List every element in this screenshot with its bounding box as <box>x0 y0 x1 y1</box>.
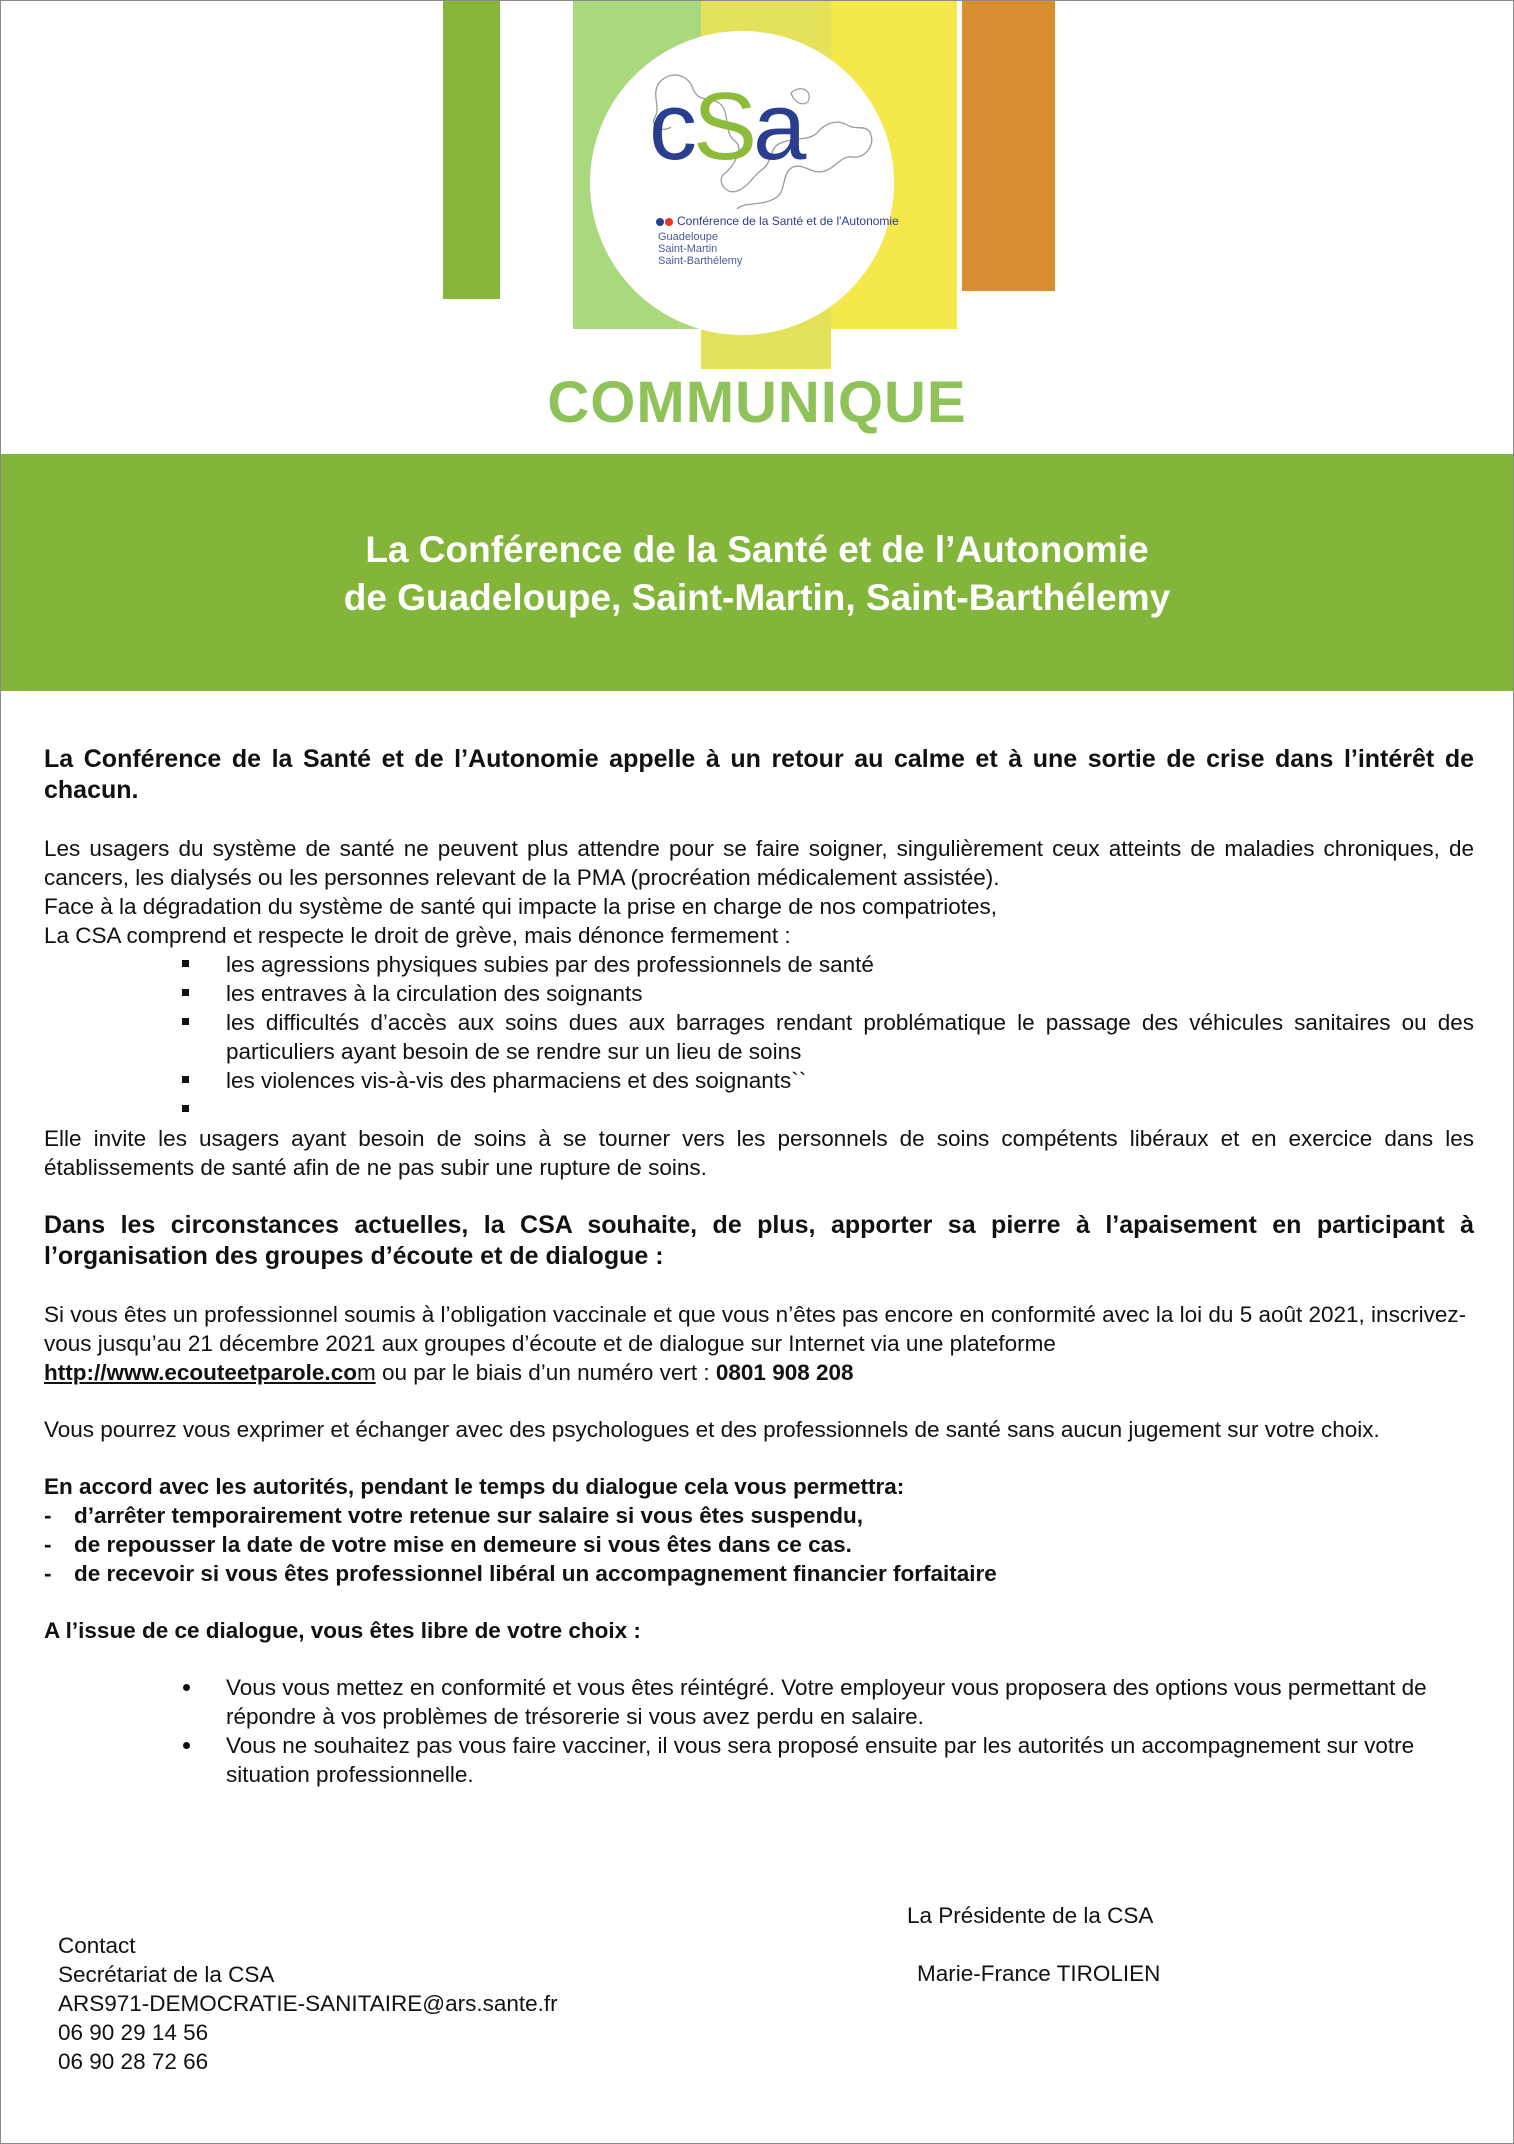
paragraph-register: Si vous êtes un professionnel soumis à l’obligation vaccinale et que vous n’êtes pas encore en conformité avec la loi du 5 août 2021, inscrivez-vous jusqu’au 21 décembre 2021 aux groupes d’écoute et de dialogue sur Internet via une plateforme http://www.ecouteetparole.com ou par le biais d’un numéro vert : 0801 908 208 <box>44 1302 1467 1385</box>
logo-dots-icon <box>656 214 674 228</box>
list-item: Vous ne souhaitez pas vous faire vacciner, il vous sera proposé ensuite par les autorités un accompagnement sur votre situation professionnelle. <box>44 1731 1474 1789</box>
contact-secretariat: Secrétariat de la CSA <box>58 1962 275 1987</box>
headline: La Conférence de la Santé et de l’Autonomie appelle à un retour au calme et à une sortie de crise dans l’intérêt de chacun. <box>44 745 1474 804</box>
main-content <box>44 744 1474 1789</box>
list-item <box>44 1095 1474 1124</box>
green-number: 0801 908 208 <box>715 1360 854 1385</box>
title-banner <box>1 454 1513 691</box>
paragraph-patients: Les usagers du système de santé ne peuvent plus attendre pour se faire soigner, singulièrement ceux atteints de maladies chroniques, de cancers, les dialysés ou les personnes relevant de la PMA (procréation médicalement assistée). <box>44 836 1474 890</box>
list-item: - d’arrêter temporairement votre retenue sur salaire si vous êtes suspendu, <box>44 1501 1474 1530</box>
platform-link[interactable]: http://www.ecouteetparole.co <box>44 1360 357 1385</box>
logo-regions: Guadeloupe Saint-Martin Saint-Barthélemy <box>658 231 743 267</box>
signature-role: La Présidente de la CSA <box>907 1903 1154 1928</box>
list-item: les difficultés d’accès aux soins dues aux barrages rendant problématique le passage des véhicules sanitaires ou des particuliers ayant besoin de se rendre sur un lieu de soins <box>44 1008 1474 1066</box>
agreement-intro: En accord avec les autorités, pendant le temps du dialogue cela vous permettra: <box>44 1474 905 1499</box>
paragraph-express: Vous pourrez vous exprimer et échanger avec des psychologues et des professionnels de santé sans aucun jugement sur votre choix. <box>44 1417 1380 1442</box>
choice-list <box>44 1673 1474 1789</box>
communique-title: COMMUNIQUE <box>547 370 967 435</box>
contact-email[interactable]: ARS971-DEMOCRATIE-SANITAIRE@ars.sante.fr <box>58 1991 558 2016</box>
signature-block <box>907 1901 1160 1988</box>
contact-title: Contact <box>58 1933 136 1958</box>
choice-intro: A l’issue de ce dialogue, vous êtes libre de votre choix : <box>44 1618 641 1643</box>
list-item: les agressions physiques subies par des professionnels de santé <box>44 950 1474 979</box>
list-item: - de recevoir si vous êtes professionnel libéral un accompagnement financier forfaitaire <box>44 1559 1474 1588</box>
paragraph-invite: Elle invite les usagers ayant besoin de soins à se tourner vers les personnels de soins compétents libéraux et en exercice dans les établissements de santé afin de ne pas subir une rupture de soins. <box>44 1126 1474 1180</box>
header-bar-orange <box>962 1 1055 291</box>
contact-phone[interactable]: 06 90 28 72 66 <box>58 2049 209 2074</box>
banner-title: La Conférence de la Santé et de l’Autonomie de Guadeloupe, Saint-Martin, Saint-Barthélemy <box>343 529 1171 618</box>
headline-dialogue: Dans les circonstances actuelles, la CSA souhaite, de plus, apporter sa pierre à l’apaisement en participant à l’organisation des groupes d’écoute et de dialogue : <box>44 1211 1474 1270</box>
logo-wordmark: cSa <box>649 73 803 180</box>
paragraph-strike: La CSA comprend et respecte le droit de grève, mais dénonce fermement : <box>44 923 791 948</box>
logo-subtitle: Conférence de la Santé et de l'Autonomie <box>656 214 899 228</box>
agreement-list <box>44 1501 1474 1588</box>
platform-link-tail[interactable]: m <box>356 1360 376 1385</box>
denounce-list <box>44 950 1474 1124</box>
list-item: les entraves à la circulation des soignants <box>44 979 1474 1008</box>
list-item: les violences vis-à-vis des pharmaciens et des soignants`` <box>44 1066 1474 1095</box>
contact-phone[interactable]: 06 90 29 14 56 <box>58 2020 209 2045</box>
signature-name: Marie-France TIROLIEN <box>917 1961 1161 1986</box>
header-bar-green <box>443 1 500 299</box>
paragraph-degradation: Face à la dégradation du système de santé qui impacte la prise en charge de nos compatriotes, <box>44 894 998 919</box>
list-item: Vous vous mettez en conformité et vous êtes réintégré. Votre employeur vous proposera des options vous permettant de répondre à vos problèmes de trésorerie si vous avez perdu en salaire. <box>44 1673 1474 1731</box>
contact-block <box>58 1931 558 2076</box>
list-item: - de repousser la date de votre mise en demeure si vous êtes dans ce cas. <box>44 1530 1474 1559</box>
